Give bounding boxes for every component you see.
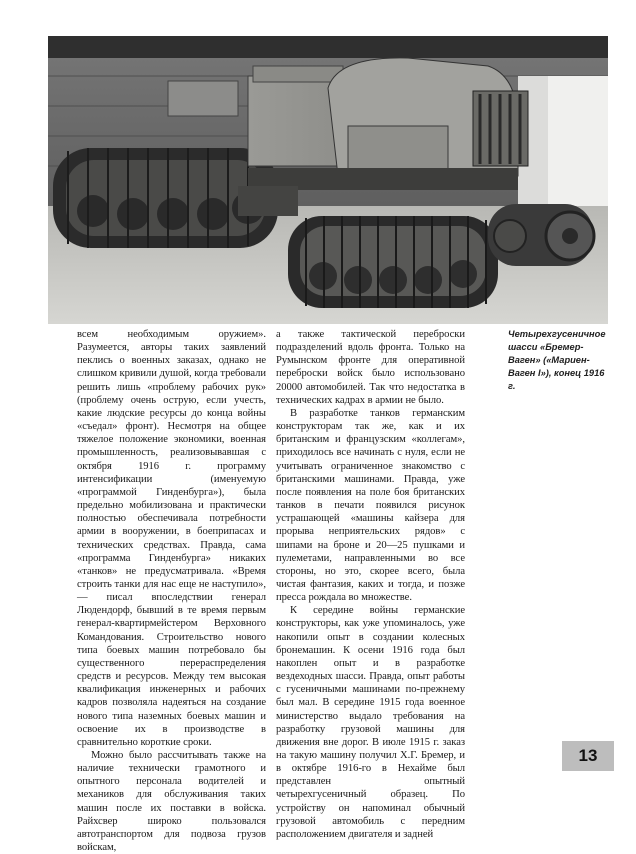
paragraph: В разработке танков германским конструкторам так же, как и их британским и французским «коллегам», приходилось все начинать с нуля, если не учитывать ограниченное знакомство с британскими машинами. Правда, уже после появления на поле боя британских танков в печати появился рисунок устрашающей «машины кайзера для прорыва неприятельских рядов» с шипами на броне и 20—25 пушками и пулеметами, направленными во все стороны, но это, скорее всего, была чистая фантазия, каких и тогда, и позже пресса рождала во множестве. [276, 407, 465, 604]
tracked-chassis-photo [48, 36, 608, 324]
article-column-left [77, 328, 266, 854]
paragraph: а также тактической переброски подразделений вдоль фронта. Только на Румынском фронте для оперативной переброски войск было использовано 20000 автомобилей. Так что недостатка в технических кадрах в армии не было. [276, 329, 465, 406]
page-number: 13 [562, 741, 614, 771]
article-column-middle [276, 328, 465, 841]
paragraph: всем необходимым оружием». Разумеется, авторы таких заявлений пеклись о военных заказах, однако не слишком кривили душой, когда требовали решить лишь «проблему рабочих рук» (проблему очень острую, если учесть, какие людские ресурсы до конца войны «съедал» фронт). Несмотря на общее тяжелое положение экономики, военная промышленность, реализовывавшая с октября 1916 г. программу интенсификации (именуемую «программой Гинденбурга»), была предельно мобилизована и практически полностью обеспечивала потребности армии в вооружении, в боеприпасах и технических средствах. Правда, сама «программа Гинденбурга» никаких «танков» не предусматривала. «Время строить танки для нас еще не наступило», — писал впоследствии генерал Людендорф, бывший в те время первым генерал-квартирмейстером Верховного Командования. Строительство нового типа боевых машин потребовало бы существенного перераспределения средств и ресурсов. Между тем высокая квалификация инженерных и рабочих кадров позволяла надеяться на создание нового типа наземных боевых машин и освоение их в производстве в сравнительно короткие сроки. [77, 329, 266, 748]
paragraph: Можно было рассчитывать также на наличие технически грамотного и опытного персонала водителей и механиков для обслуживания таких машин после их поставки в войска. Райхсвер широко пользовался автотранспортом для подвоза грузов войскам, [77, 750, 266, 854]
paragraph: К середине войны германские конструкторы, как уже упоминалось, уже накопили опыт в создании колесных бронемашин. К осени 1916 года был накоплен опыт и в разработке вездеходных шасси. Правда, опыт работы с гусеничными машинами по-прежнему был мал. В середине 1915 года военное министерство выдало требования на разработку грузовой машины для движения вне дорог. В июле 1915 г. заказ на такую машину получил Х.Г. Бремер, и в октябре 1916-го в Нехайме был представлен опытный четырехгусеничный образец. По устройству он напоминал обычный грузовой автомобиль с передним расположением двигателя и задней [276, 605, 465, 840]
photo-caption: Четырехгусеничное шасси «Бремер-Ваген» («Мариен-Ваген I»), конец 1916 г. [508, 329, 606, 391]
tracked-chassis-photo-art [48, 36, 608, 324]
